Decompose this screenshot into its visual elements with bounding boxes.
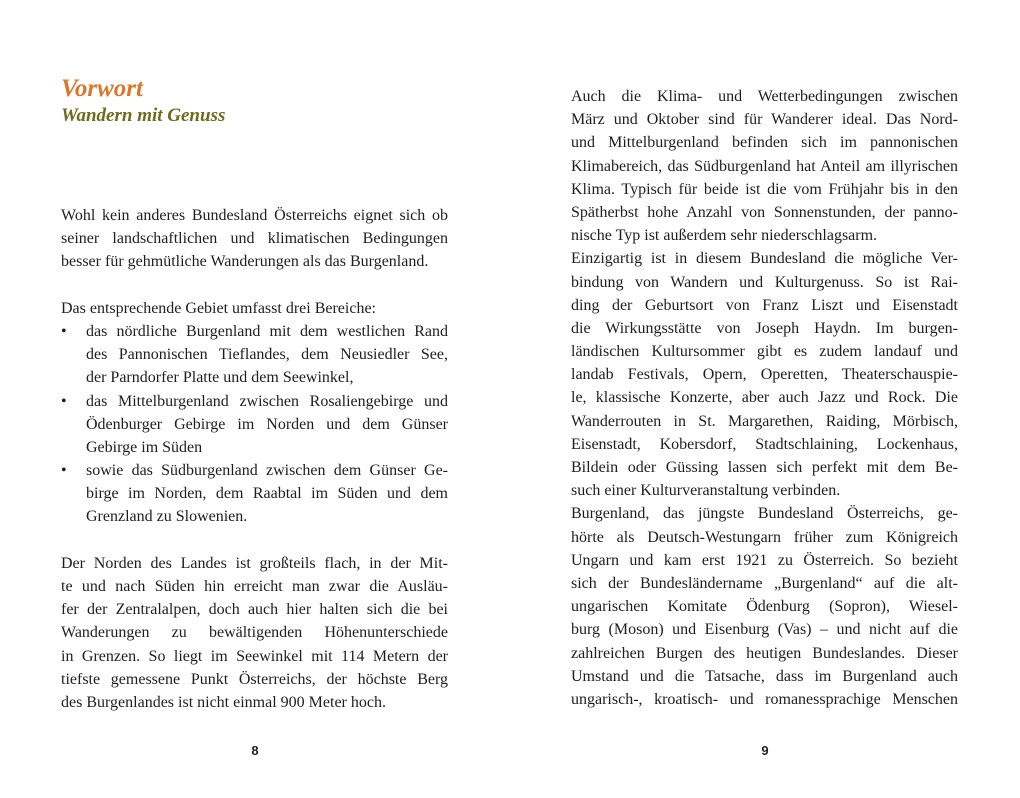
text-line: Auch die Klima- und Wetterbedingungen zwischen	[571, 88, 958, 105]
culture-paragraph	[571, 247, 958, 502]
heading-block	[61, 74, 451, 128]
text-line: das Mittelburgenland zwischen Rosaliengebirge und	[86, 392, 448, 410]
text-line: März und Oktober sind für Wanderer ideal. Das Nord-	[571, 111, 958, 129]
text-line: bindung von Wandern und Kulturgenuss. So ist Rai-	[571, 273, 958, 291]
text-line: Umstand und die Tatsache, dass im Burgenland auch	[571, 667, 958, 685]
text-line: burg (Moson) und Eisenburg (Vas) – und nicht auf die	[571, 621, 958, 639]
text-line: Spätherbst hohe Anzahl von Sonnenstunden, der panno-	[571, 203, 958, 221]
text-line: und Mittelburgenland befinden sich im pannonischen	[571, 134, 958, 152]
text-line: Wanderrouten in St. Margarethen, Raiding, Mörbisch,	[571, 412, 958, 430]
list-item	[61, 320, 448, 390]
text-line: hörte als Deutsch-Westungarn früher zum Königreich	[571, 528, 958, 546]
text-line: tiefste gemessene Punkt Österreichs, der höchste Berg	[61, 670, 448, 688]
regions-paragraph	[61, 297, 448, 529]
text-line: das nördliche Burgenland mit dem westlichen Rand	[86, 322, 448, 340]
text-line: ungarisch-, kroatisch- und romanessprachige Menschen	[571, 690, 958, 708]
bullet-icon: •	[61, 322, 67, 340]
page-number: 8	[251, 743, 259, 758]
text-line: der Parndorfer Platte und dem Seewinkel,	[86, 369, 354, 387]
text-line: landab Festivals, Opern, Operetten, Theaterschauspie-	[571, 366, 958, 384]
text-line: te und nach Süden hin erreicht man zwar die Ausläu-	[61, 578, 448, 595]
list-item	[61, 459, 448, 529]
text-line: besser für gehmütliche Wanderungen als das Burgenland.	[61, 253, 429, 271]
text-line: le, klassische Konzerte, aber auch Jazz und Rock. Die	[571, 389, 958, 407]
text-line: Eisenstadt, Kobersdorf, Stadtschlaining, Lockenhaus,	[571, 435, 958, 453]
text-line: Grenzland zu Slowenien.	[86, 508, 248, 526]
text-line: Klima. Typisch für beide ist die vom Frühjahr bis in den	[571, 180, 958, 198]
text-line: zahlreichen Burgen des heutigen Bundeslandes. Dieser	[571, 644, 958, 662]
terrain-paragraph	[61, 552, 448, 714]
page-number: 9	[761, 743, 769, 758]
bullet-icon: •	[61, 392, 67, 410]
text-line: birge im Norden, dem Raabtal im Süden und dem	[86, 485, 448, 503]
text-line: Das entsprechende Gebiet umfasst drei Bereiche:	[61, 299, 376, 317]
text-line: Bildein oder Güssing lassen sich perfekt mit dem Be-	[571, 459, 958, 476]
text-line: Gebirge im Süden	[86, 438, 203, 456]
text-line: Klimabereich, das Südburgenland hat Anteil am illyrischen	[571, 157, 958, 175]
text-line: Der Norden des Landes ist großteils flach, in der Mit-	[61, 554, 448, 572]
intro-paragraph	[61, 204, 448, 274]
text-line: sich der Bundesländername „Burgenland“ auf die alt-	[571, 574, 958, 592]
climate-paragraph	[571, 85, 958, 247]
list-item	[61, 390, 448, 460]
bullet-icon: •	[61, 462, 67, 480]
text-line: Wanderungen zu bewältigenden Höhenunterschiede	[61, 624, 448, 642]
text-line: des Burgenlandes ist nicht einmal 900 Meter hoch.	[61, 693, 386, 711]
text-line: Burgenland, das jüngste Bundesland Österreichs, ge-	[571, 505, 958, 523]
right-text-column	[571, 85, 958, 711]
history-paragraph	[571, 502, 958, 711]
text-line: Ungarn und kam erst 1921 zu Österreich. So bezieht	[571, 551, 958, 569]
page-title: Vorwort	[61, 75, 143, 102]
text-line: des Pannonischen Tieflandes, dem Neusiedler See,	[86, 346, 448, 364]
text-line: sowie das Südburgenland zwischen dem Günser Ge-	[86, 462, 448, 480]
left-text-column	[61, 204, 448, 714]
text-line: Ödenburger Gebirge im Norden und dem Günser	[86, 415, 448, 433]
text-line: Wohl kein anderes Bundesland Österreichs eignet sich ob	[61, 207, 448, 224]
text-line: fer der Zentralalpen, doch auch hier halten sich die bei	[61, 601, 448, 619]
text-line: nische Typ ist außerdem sehr niederschlagsarm.	[571, 227, 878, 245]
text-line: ungarischen Komitate Ödenburg (Sopron), Wiesel-	[571, 598, 958, 616]
bullet-list	[61, 320, 448, 529]
text-line: die Wirkungsstätte von Joseph Haydn. Im burgen-	[571, 319, 958, 337]
text-line: ding der Geburtsort von Franz Liszt und Eisenstadt	[571, 296, 958, 314]
text-line: such einer Kulturveranstaltung verbinden.	[571, 482, 841, 500]
right-page	[510, 0, 1020, 798]
text-line: Einzigartig ist in diesem Bundesland die mögliche Ver-	[571, 250, 958, 268]
page-subtitle: Wandern mit Genuss	[61, 105, 226, 126]
text-line: seiner landschaftlichen und klimatischen Bedingungen	[61, 230, 448, 248]
text-line: ländischen Kultursommer gibt es zudem landauf und	[571, 343, 958, 361]
text-line: in Grenzen. So liegt im Seewinkel mit 114 Metern der	[61, 647, 448, 665]
